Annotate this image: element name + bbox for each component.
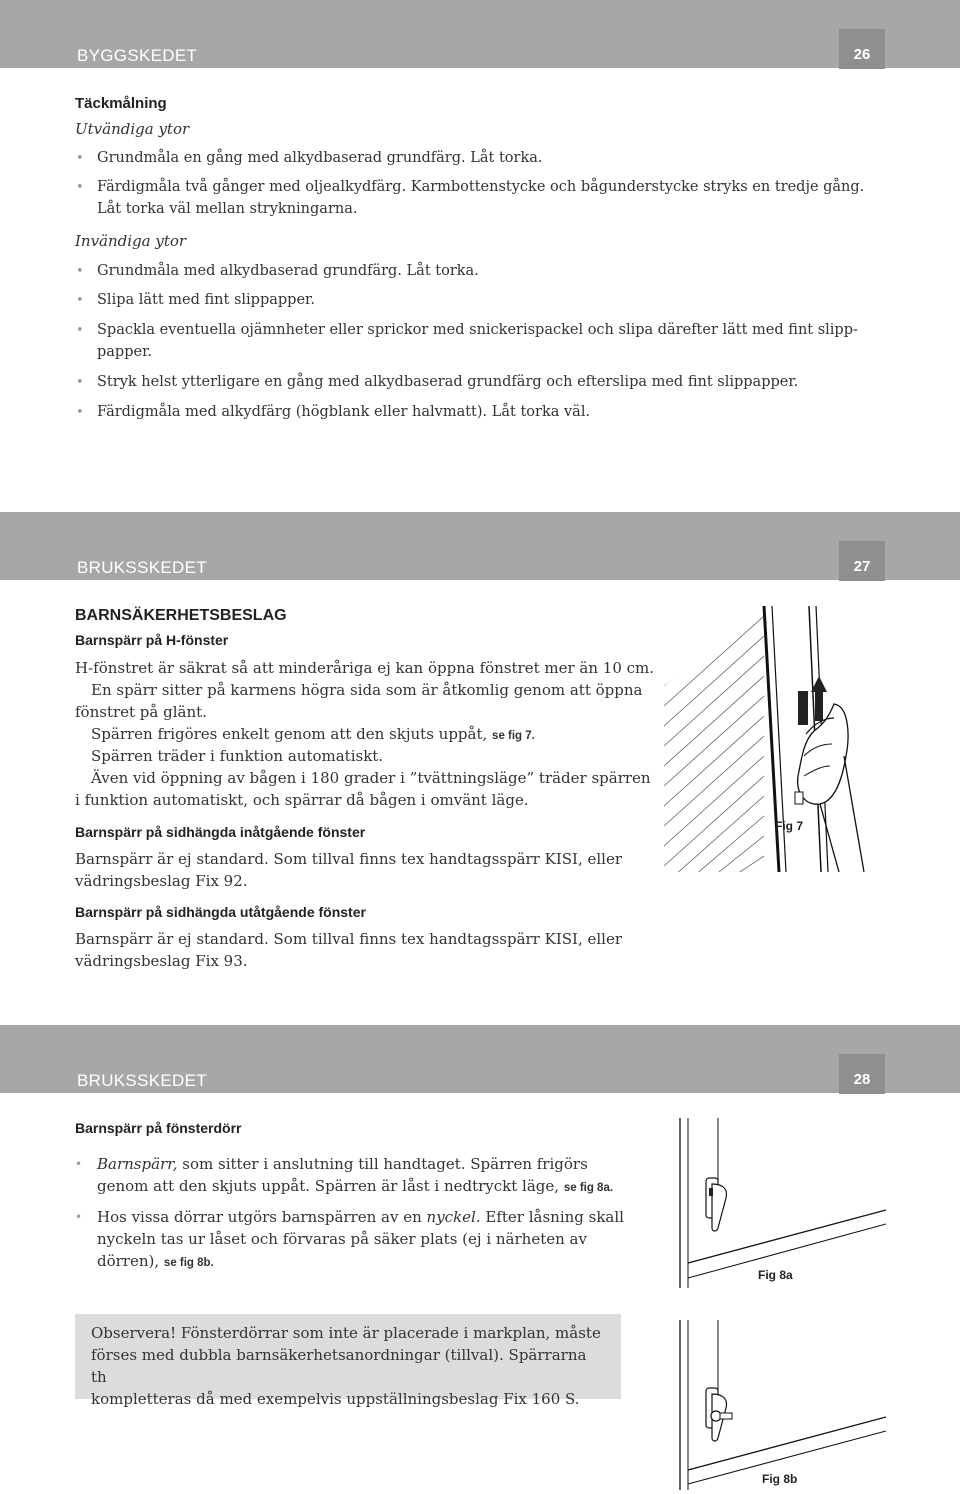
paragraph-line: Barnspärr är ej standard. Som tillval finns tex handtagsspärr KISI, eller	[75, 850, 623, 868]
note-text	[91, 1322, 606, 1410]
bullet-dot: •	[75, 1210, 83, 1224]
paragraph-line: i funktion automatiskt, och spärrar då bågen i omvänt läge.	[75, 791, 529, 809]
bullet-item: • Spackla eventuella ojämnheter eller sprickor med snickerispackel och slipa därefter lätt med fint slipp-	[97, 320, 858, 341]
bullet-item	[75, 1206, 624, 1228]
heading-fonsterdorr: Barnspärr på fönsterdörr	[75, 1120, 242, 1136]
figure-label: Fig 7	[775, 819, 804, 833]
figure-reference: se fig 8b.	[163, 1257, 214, 1269]
section-header-26	[0, 0, 960, 68]
figure-label: Fig 8b	[762, 1472, 798, 1486]
subheading-invandiga: Invändiga ytor	[75, 232, 187, 250]
window-lock-illustration	[664, 606, 884, 872]
emphasis: nyckel.	[426, 1208, 481, 1226]
bullet-text: som sitter i anslutning till handtaget. Spärren frigörs	[177, 1155, 588, 1173]
heading-tackmalning: Täckmålning	[75, 95, 167, 112]
subheading-inatgaende: Barnspärr på sidhängda inåtgående fönster	[75, 824, 366, 840]
figure-label: Fig 8a	[758, 1268, 793, 1282]
bullet-item	[75, 1153, 588, 1175]
bullet-text: dörren),	[97, 1252, 160, 1270]
note-line: kompletteras då med exempelvis uppställningsbeslag Fix 160 S.	[91, 1390, 580, 1408]
paragraph-line: Även vid öppning av bågen i 180 grader i ”tvättningsläge” träder spärren	[91, 769, 651, 787]
bullet-item: • Grundmåla en gång med alkydbaserad grundfärg. Låt torka.	[97, 148, 542, 169]
heading-barnsakerhetsbeslag: BARNSÄKERHETSBESLAG	[75, 607, 287, 624]
note-box	[75, 1314, 621, 1408]
door-handle-illustration	[676, 1118, 886, 1288]
subheading-utvandiga: Utvändiga ytor	[75, 120, 190, 138]
bullet-continuation	[97, 1175, 613, 1199]
bullet-item: • Grundmåla med alkydbaserad grundfärg. Låt torka.	[97, 261, 479, 282]
bullet-continuation: papper.	[97, 344, 153, 360]
paragraph-line: H-fönstret är säkrat så att minderåriga ej kan öppna fönstret mer än 10 cm.	[75, 659, 655, 677]
emphasis: Barnspärr,	[97, 1155, 178, 1173]
bullet-text: Hos vissa dörrar utgörs barnspärren av en	[97, 1208, 427, 1226]
paragraph-line: Barnspärr är ej standard. Som tillval finns tex handtagsspärr KISI, eller	[75, 930, 623, 948]
section-title: BRUKSSKEDET	[77, 1071, 207, 1090]
section-header-27	[0, 512, 960, 580]
subheading-h-fonster: Barnspärr på H-fönster	[75, 632, 229, 648]
section-header-28	[0, 1025, 960, 1093]
paragraph-line: fönstret på glänt.	[75, 703, 207, 721]
bullet-item: • Slipa lätt med fint slippapper.	[97, 290, 315, 311]
paragraph-line	[91, 723, 535, 747]
bullet-item: • Stryk helst ytterligare en gång med alkydbaserad grundfärg och efterslipa med fint slippapper.	[97, 372, 798, 393]
bullet-continuation: nyckeln tas ur låset och förvaras på säker plats (ej i närheten av	[97, 1230, 587, 1248]
bullet-item: • Färdigmåla två gånger med oljealkydfärg. Karmbottenstycke och bågunderstycke stryks en tredje gång.	[97, 177, 864, 198]
paragraph-line: En spärr sitter på karmens högra sida som är åtkomlig genom att öppna	[91, 681, 643, 699]
figure-7	[664, 606, 884, 872]
page-number: 27	[839, 541, 885, 581]
figure-8a	[676, 1118, 886, 1288]
figure-reference: se fig 8a.	[563, 1182, 614, 1194]
page-number: 26	[839, 29, 885, 69]
bullet-continuation	[97, 1250, 214, 1274]
figure-8b	[676, 1320, 886, 1490]
paragraph-line: vädringsbeslag Fix 92.	[75, 872, 248, 890]
page-number: 28	[839, 1054, 885, 1094]
paragraph-line: Spärren träder i funktion automatiskt.	[91, 747, 384, 765]
section-title: BRUKSSKEDET	[77, 558, 207, 577]
paragraph-line: vädringsbeslag Fix 93.	[75, 952, 248, 970]
note-line: Observera! Fönsterdörrar som inte är placerade i markplan, måste	[91, 1324, 601, 1342]
subheading-utatgaende: Barnspärr på sidhängda utåtgående fönster	[75, 904, 366, 920]
paragraph-text: Spärren frigöres enkelt genom att den skjuts uppåt,	[91, 725, 488, 743]
bullet-dot: •	[75, 1157, 83, 1171]
figure-reference: se fig 7.	[492, 730, 535, 742]
section-title: BYGGSKEDET	[77, 46, 198, 65]
note-line: förses med dubbla barnsäkerhetsanordningar (tillval). Spärrarna th	[91, 1346, 587, 1386]
bullet-item: • Färdigmåla med alkydfärg (högblank eller halvmatt). Låt torka väl.	[97, 402, 590, 423]
door-key-illustration	[676, 1320, 886, 1490]
bullet-continuation: Låt torka väl mellan strykningarna.	[97, 201, 358, 217]
bullet-text: Efter låsning skall	[480, 1208, 624, 1226]
bullet-text: genom att den skjuts uppåt. Spärren är låst i nedtryckt läge,	[97, 1177, 560, 1195]
